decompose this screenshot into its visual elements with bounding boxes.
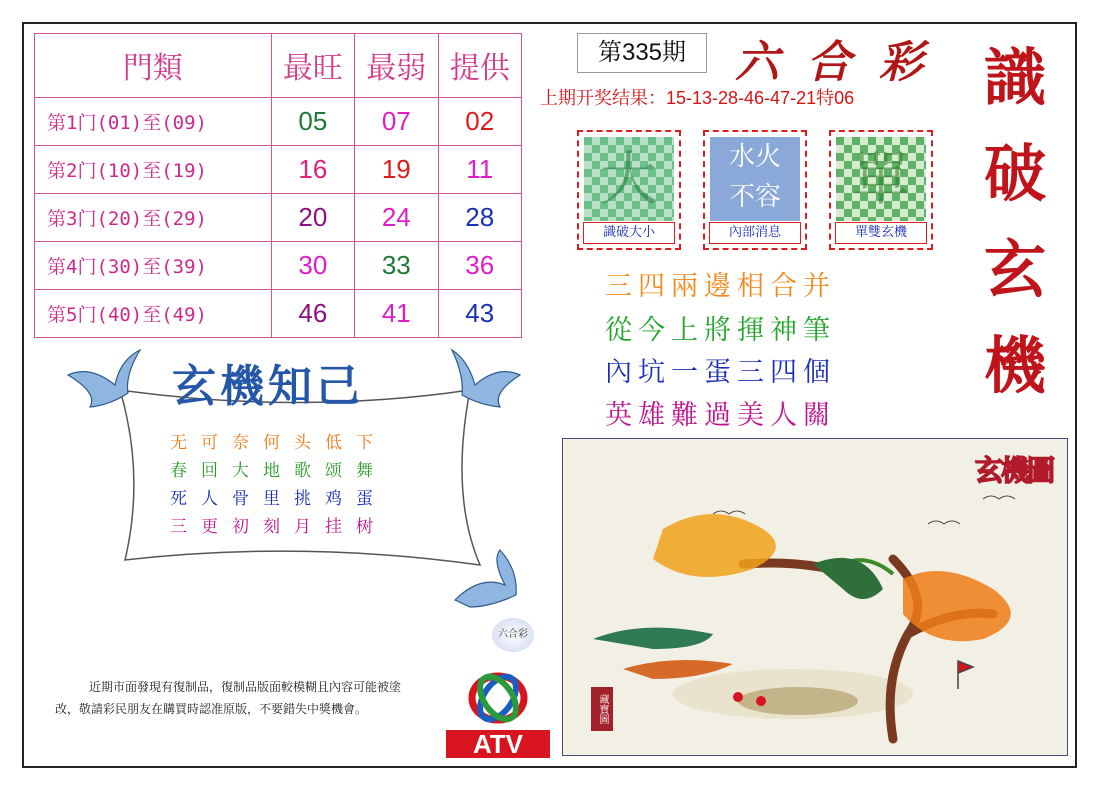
cell-value: 28 xyxy=(438,193,521,241)
row-label: 第2门(10)至(19) xyxy=(35,145,272,193)
table-row xyxy=(35,193,522,241)
brand-title: 六合彩 xyxy=(735,37,951,88)
cell-value: 07 xyxy=(355,97,438,145)
cell-value: 30 xyxy=(271,241,354,289)
poem-line: 春回大地歌颂舞 xyxy=(170,461,387,481)
table-header-row xyxy=(35,34,522,98)
header-hot: 最旺 xyxy=(271,34,354,98)
verse-line: 從今上將揮神筆 xyxy=(605,315,836,346)
painting-title: 玄機圖 xyxy=(974,454,1053,487)
hint-line: 水火 xyxy=(728,142,781,172)
row-label: 第3门(20)至(29) xyxy=(35,193,272,241)
row-label: 第5门(40)至(49) xyxy=(35,289,272,337)
cell-value: 19 xyxy=(355,145,438,193)
row-label: 第1门(01)至(09) xyxy=(35,97,272,145)
painting-seal: 藏寶圖 xyxy=(591,687,613,731)
cell-value: 11 xyxy=(438,145,521,193)
cell-value: 41 xyxy=(355,289,438,337)
title-char: 破 xyxy=(983,137,1046,210)
cell-value: 43 xyxy=(438,289,521,337)
issue-number: 第335期 xyxy=(577,33,707,73)
verse-line: 英雄難過美人關 xyxy=(605,400,836,431)
atv-wordmark: ATV xyxy=(446,730,550,758)
verse-line: 三四兩邊相合并 xyxy=(605,271,836,302)
hint-box-odd-even xyxy=(829,130,933,250)
title-char: 識 xyxy=(983,41,1046,114)
notice-text xyxy=(55,676,455,720)
banner-title: 玄機知己 xyxy=(172,361,364,412)
hint-box-inside xyxy=(703,130,807,250)
box-caption: 內部消息 xyxy=(709,222,801,244)
notice-line: 近期市面發現有復制品，復制品版面較模糊且內容可能被塗 xyxy=(89,680,402,694)
cell-value: 33 xyxy=(355,241,438,289)
header-category: 門類 xyxy=(35,34,272,98)
cell-value: 36 xyxy=(438,241,521,289)
table-row xyxy=(35,289,522,337)
cell-value: 24 xyxy=(355,193,438,241)
cell-value: 05 xyxy=(271,97,354,145)
mosaic-char: 大 xyxy=(599,145,658,213)
row-label: 第4门(30)至(39) xyxy=(35,241,272,289)
table-row xyxy=(35,97,522,145)
table-row xyxy=(35,145,522,193)
poem-line: 死人骨里挑鸡蛋 xyxy=(170,489,387,509)
table-row xyxy=(35,241,522,289)
title-char: 玄 xyxy=(983,233,1046,306)
poem-line: 三更初刻月挂树 xyxy=(170,517,387,537)
box-caption: 識破大小 xyxy=(583,222,675,244)
number-table xyxy=(34,33,522,338)
mosaic-char: 單 xyxy=(851,145,910,213)
fire-water-image xyxy=(710,137,800,221)
header-provide: 提供 xyxy=(438,34,521,98)
mosaic-image xyxy=(584,137,674,221)
hint-line: 不容 xyxy=(728,182,781,212)
notice-line: 改，敬請彩民朋友在購買時認准原版，不要錯失中獎機會。 xyxy=(55,702,368,716)
cell-value: 46 xyxy=(271,289,354,337)
main-title xyxy=(975,30,1055,414)
mini-logo: 六合彩 xyxy=(492,618,534,652)
riddle-painting xyxy=(562,438,1068,756)
cell-value: 16 xyxy=(271,145,354,193)
verse-line: 內坑一蛋三四個 xyxy=(605,357,836,388)
header-cold: 最弱 xyxy=(355,34,438,98)
mosaic-image xyxy=(836,137,926,221)
box-caption: 單雙玄機 xyxy=(835,222,927,244)
cell-value: 20 xyxy=(271,193,354,241)
cell-value: 02 xyxy=(438,97,521,145)
title-char: 機 xyxy=(983,329,1046,402)
hint-box-size xyxy=(577,130,681,250)
last-result: 上期开奖结果：15-13-28-46-47-21特06 xyxy=(540,88,855,108)
poem-line: 无可奈何头低下 xyxy=(170,433,387,453)
